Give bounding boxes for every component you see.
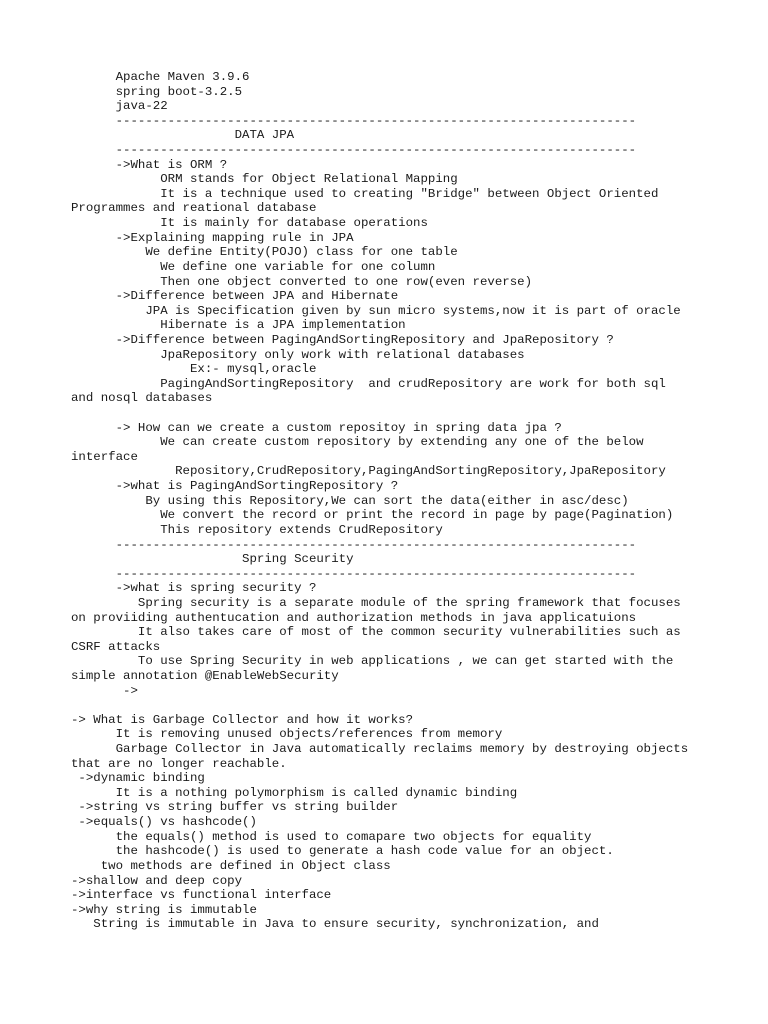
text-line: Garbage Collector in Java automatically reclaims memory by destroying objects <box>71 742 689 757</box>
text-line: ->equals() vs hashcode() <box>71 815 257 830</box>
text-line: It is mainly for database operations <box>71 216 428 231</box>
text-line: that are no longer reachable. <box>71 756 287 771</box>
text-line: Repository,CrudRepository,PagingAndSortingRepository,JpaRepository <box>71 464 666 479</box>
text-line: By using this Repository,We can sort the data(either in asc/desc) <box>71 493 629 508</box>
text-line: -> What is Garbage Collector and how it works? <box>71 712 414 727</box>
text-line: simple annotation @EnableWebSecurity <box>71 668 339 683</box>
text-line: -> <box>71 683 138 698</box>
text-line: Apache Maven 3.9.6 <box>71 70 250 84</box>
text-line: We convert the record or print the record in page by page(Pagination) <box>71 508 674 523</box>
text-line: JPA is Specification given by sun micro systems,now it is part of oracle <box>71 303 681 318</box>
text-line: String is immutable in Java to ensure security, synchronization, and <box>71 917 599 932</box>
text-line: DATA JPA <box>71 128 295 143</box>
text-line: It also takes care of most of the common security vulnerabilities such as <box>71 625 681 640</box>
text-line: We define Entity(POJO) class for one table <box>71 245 458 260</box>
text-line: ->shallow and deep copy <box>71 873 243 888</box>
text-line: Hibernate is a JPA implementation <box>71 318 406 333</box>
text-line: ->What is ORM ? <box>71 157 228 172</box>
text-line: We define one variable for one column <box>71 259 436 274</box>
text-line: the equals() method is used to comapare two objects for equality <box>71 829 592 844</box>
text-line: Then one object converted to one row(even reverse) <box>71 274 533 289</box>
text-line: ->Explaining mapping rule in JPA <box>71 230 354 245</box>
text-line: ->Difference between PagingAndSortingRepository and JpaRepository ? <box>71 332 614 347</box>
document-text <box>71 70 761 932</box>
text-line: ->why string is immutable <box>71 902 257 917</box>
text-line: This repository extends CrudRepository <box>71 522 443 537</box>
text-line: ->interface vs functional interface <box>71 888 332 903</box>
text-line: Spring security is a separate module of the spring framework that focuses <box>71 595 681 610</box>
text-line: -> How can we create a custom repositoy in spring data jpa ? <box>71 420 562 435</box>
text-line: spring boot-3.2.5 <box>71 84 243 99</box>
text-line: PagingAndSortingRepository and crudRepository are work for both sql <box>71 376 666 391</box>
text-line: CSRF attacks <box>71 639 161 654</box>
text-line: We can create custom repository by extending any one of the below <box>71 435 644 450</box>
text-line: ->Difference between JPA and Hibernate <box>71 289 399 304</box>
text-line: two methods are defined in Object class <box>71 858 391 873</box>
text-line: ---------------------------------------------------------------------- <box>71 566 637 581</box>
text-line: the hashcode() is used to generate a hash code value for an object. <box>71 844 614 859</box>
text-line: Spring Sceurity <box>71 552 354 567</box>
text-line: ---------------------------------------------------------------------- <box>71 143 637 158</box>
text-line <box>71 698 761 713</box>
text-line: ->string vs string buffer vs string builder <box>71 800 399 815</box>
text-line: It is a technique used to creating "Bridge" between Object Oriented <box>71 186 659 201</box>
text-line: It is a nothing polymorphism is called dynamic binding <box>71 785 518 800</box>
text-line: To use Spring Security in web applications , we can get started with the <box>71 654 674 669</box>
text-line: interface <box>71 449 138 464</box>
text-line: JpaRepository only work with relational databases <box>71 347 525 362</box>
text-line: and nosql databases <box>71 391 213 406</box>
text-line <box>71 406 761 421</box>
text-line: ->what is spring security ? <box>71 581 317 596</box>
text-line: java-22 <box>71 99 168 114</box>
text-line: Ex:- mysql,oracle <box>71 362 317 377</box>
text-line: ->what is PagingAndSortingRepository ? <box>71 479 399 494</box>
text-line: It is removing unused objects/references from memory <box>71 727 503 742</box>
text-line: ORM stands for Object Relational Mapping <box>71 172 458 187</box>
text-line: ---------------------------------------------------------------------- <box>71 537 637 552</box>
text-line: on proviiding authentucation and authorization methods in java applicatuions <box>71 610 637 625</box>
text-line: Programmes and reational database <box>71 201 317 216</box>
text-line: ---------------------------------------------------------------------- <box>71 113 637 128</box>
text-line: ->dynamic binding <box>71 771 205 786</box>
